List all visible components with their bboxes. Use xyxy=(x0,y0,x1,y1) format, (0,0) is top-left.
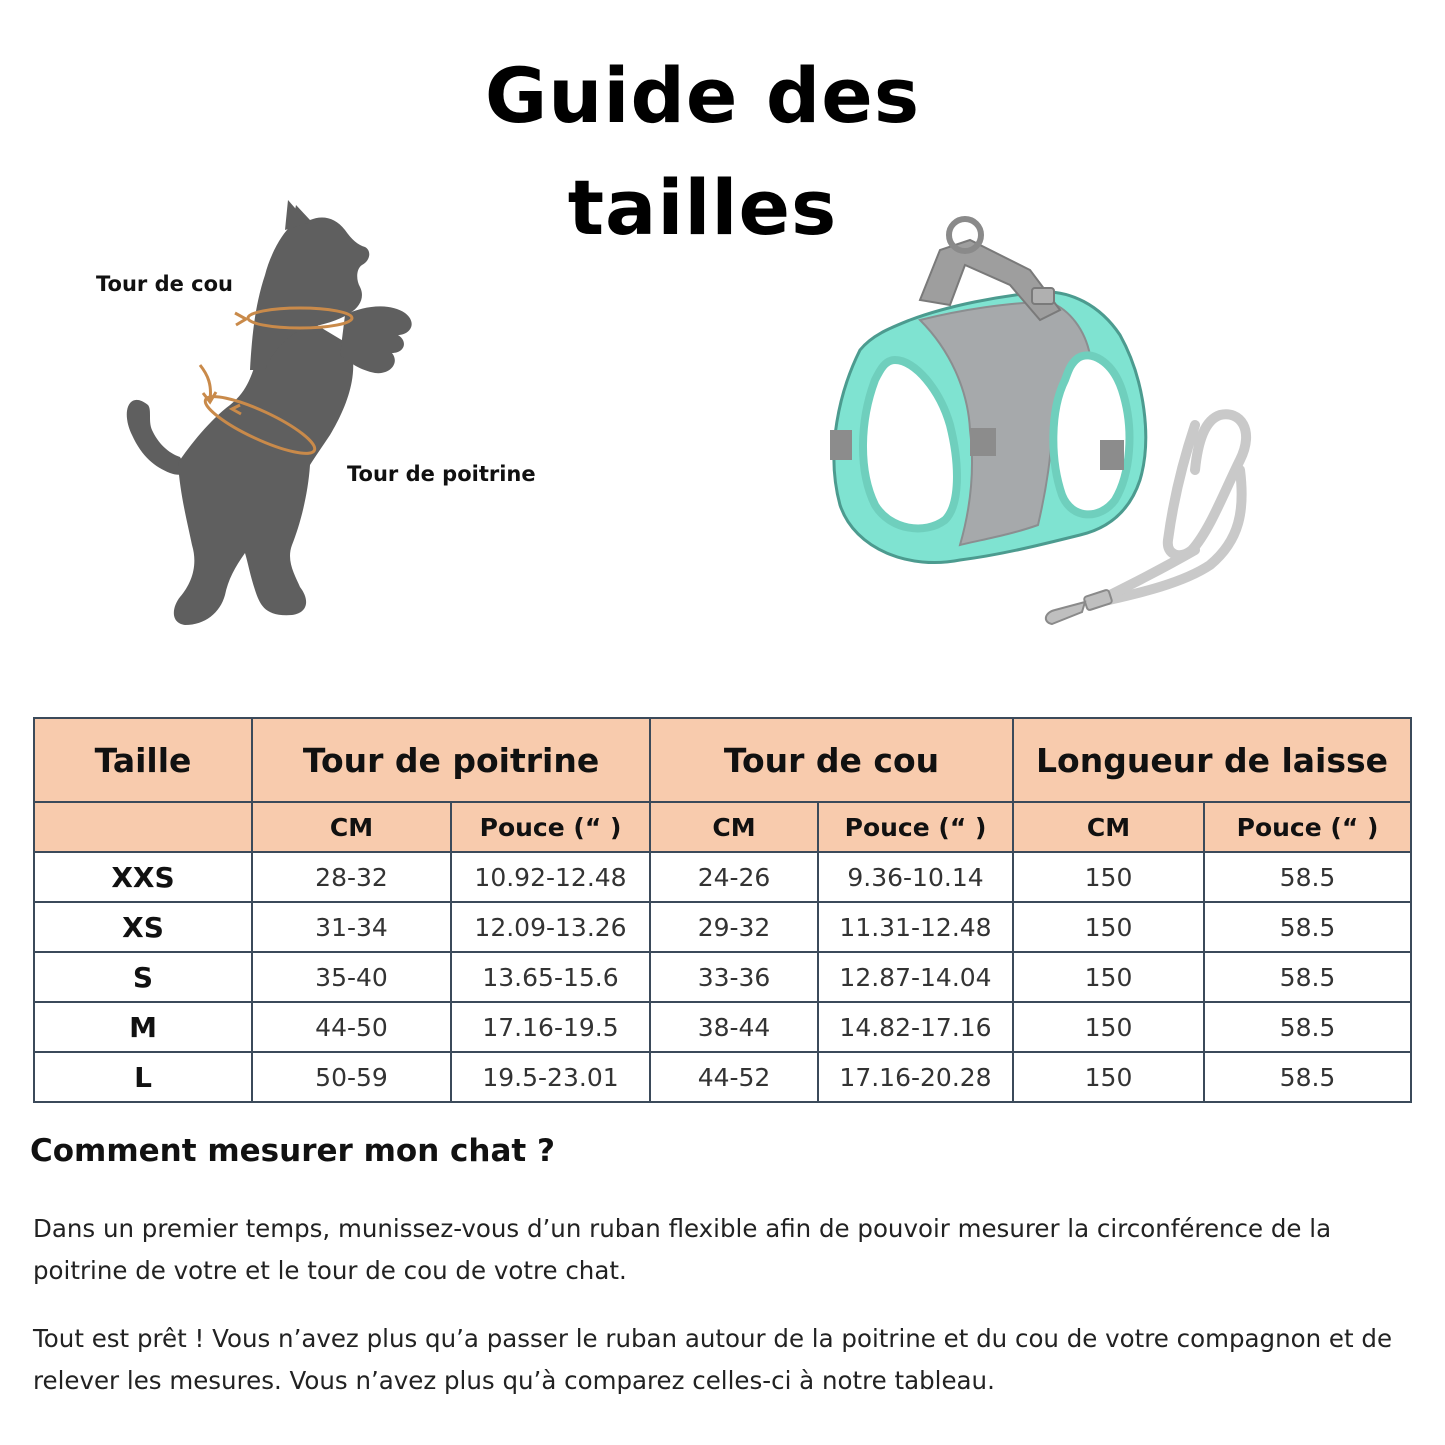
table-cell: 28-32 xyxy=(252,852,451,902)
header-taille: Taille xyxy=(34,718,252,802)
subheader-cell: Pouce (“ ) xyxy=(1204,802,1411,852)
howto-title: Comment mesurer mon chat ? xyxy=(30,1133,556,1169)
subheader-cell: CM xyxy=(252,802,451,852)
size-cell: L xyxy=(34,1052,252,1102)
table-cell: 17.16-20.28 xyxy=(818,1052,1013,1102)
table-row xyxy=(34,1002,1411,1052)
table-cell: 29-32 xyxy=(650,902,818,952)
page-title-line-1: Guide des xyxy=(484,51,921,140)
table-cell: 12.87-14.04 xyxy=(818,952,1013,1002)
harness-product-image xyxy=(800,210,1280,650)
table-cell: 14.82-17.16 xyxy=(818,1002,1013,1052)
table-cell: 11.31-12.48 xyxy=(818,902,1013,952)
neck-label: Tour de cou xyxy=(96,272,233,296)
table-cell: 38-44 xyxy=(650,1002,818,1052)
cat-measurement-illustration xyxy=(60,195,560,655)
table-cell: 31-34 xyxy=(252,902,451,952)
table-row xyxy=(34,952,1411,1002)
table-cell: 13.65-15.6 xyxy=(451,952,650,1002)
header-tour-de-poitrine: Tour de poitrine xyxy=(252,718,650,802)
table-cell: 150 xyxy=(1013,852,1204,902)
chest-label: Tour de poitrine xyxy=(347,462,536,486)
table-header-row xyxy=(34,718,1411,802)
table-cell: 17.16-19.5 xyxy=(451,1002,650,1052)
table-cell: 58.5 xyxy=(1204,1052,1411,1102)
subheader-cell: Pouce (“ ) xyxy=(451,802,650,852)
table-cell: 10.92-12.48 xyxy=(451,852,650,902)
howto-paragraph-2: Tout est prêt ! Vous n’avez plus qu’a passer le ruban autour de la poitrine et du cou de votre compagnon et de relever les mesures. Vous n’avez plus qu’à comparez celles-ci à notre tableau. xyxy=(33,1324,1393,1395)
subheader-cell: CM xyxy=(1013,802,1204,852)
table-cell: 19.5-23.01 xyxy=(451,1052,650,1102)
table-cell: 58.5 xyxy=(1204,1002,1411,1052)
size-cell: XS xyxy=(34,902,252,952)
subheader-cell xyxy=(34,802,252,852)
table-row xyxy=(34,902,1411,952)
table-cell: 58.5 xyxy=(1204,852,1411,902)
leash-clip xyxy=(1046,589,1113,624)
size-cell: S xyxy=(34,952,252,1002)
header-tour-de-cou: Tour de cou xyxy=(650,718,1013,802)
table-cell: 150 xyxy=(1013,952,1204,1002)
table-cell: 58.5 xyxy=(1204,952,1411,1002)
table-cell: 150 xyxy=(1013,1052,1204,1102)
table-subheader-row xyxy=(34,802,1411,852)
table-cell: 24-26 xyxy=(650,852,818,902)
size-table xyxy=(33,717,1412,1103)
table-cell: 9.36-10.14 xyxy=(818,852,1013,902)
harness-vest xyxy=(830,292,1146,563)
table-cell: 150 xyxy=(1013,1002,1204,1052)
table-cell: 35-40 xyxy=(252,952,451,1002)
page-title-line-2: tailles xyxy=(567,163,838,252)
table-cell: 33-36 xyxy=(650,952,818,1002)
table-cell: 50-59 xyxy=(252,1052,451,1102)
table-cell: 44-50 xyxy=(252,1002,451,1052)
howto-paragraph-1: Dans un premier temps, munissez-vous d’un ruban flexible afin de pouvoir mesurer la circonférence de la poitrine de votre et le tour de cou de votre chat. xyxy=(33,1214,1332,1285)
subheader-cell: CM xyxy=(650,802,818,852)
size-cell: XXS xyxy=(34,852,252,902)
table-row xyxy=(34,852,1411,902)
size-cell: M xyxy=(34,1002,252,1052)
table-row xyxy=(34,1052,1411,1102)
subheader-cell: Pouce (“ ) xyxy=(818,802,1013,852)
table-cell: 58.5 xyxy=(1204,902,1411,952)
header-longueur-de-laisse: Longueur de laisse xyxy=(1013,718,1411,802)
table-cell: 12.09-13.26 xyxy=(451,902,650,952)
table-cell: 44-52 xyxy=(650,1052,818,1102)
table-cell: 150 xyxy=(1013,902,1204,952)
